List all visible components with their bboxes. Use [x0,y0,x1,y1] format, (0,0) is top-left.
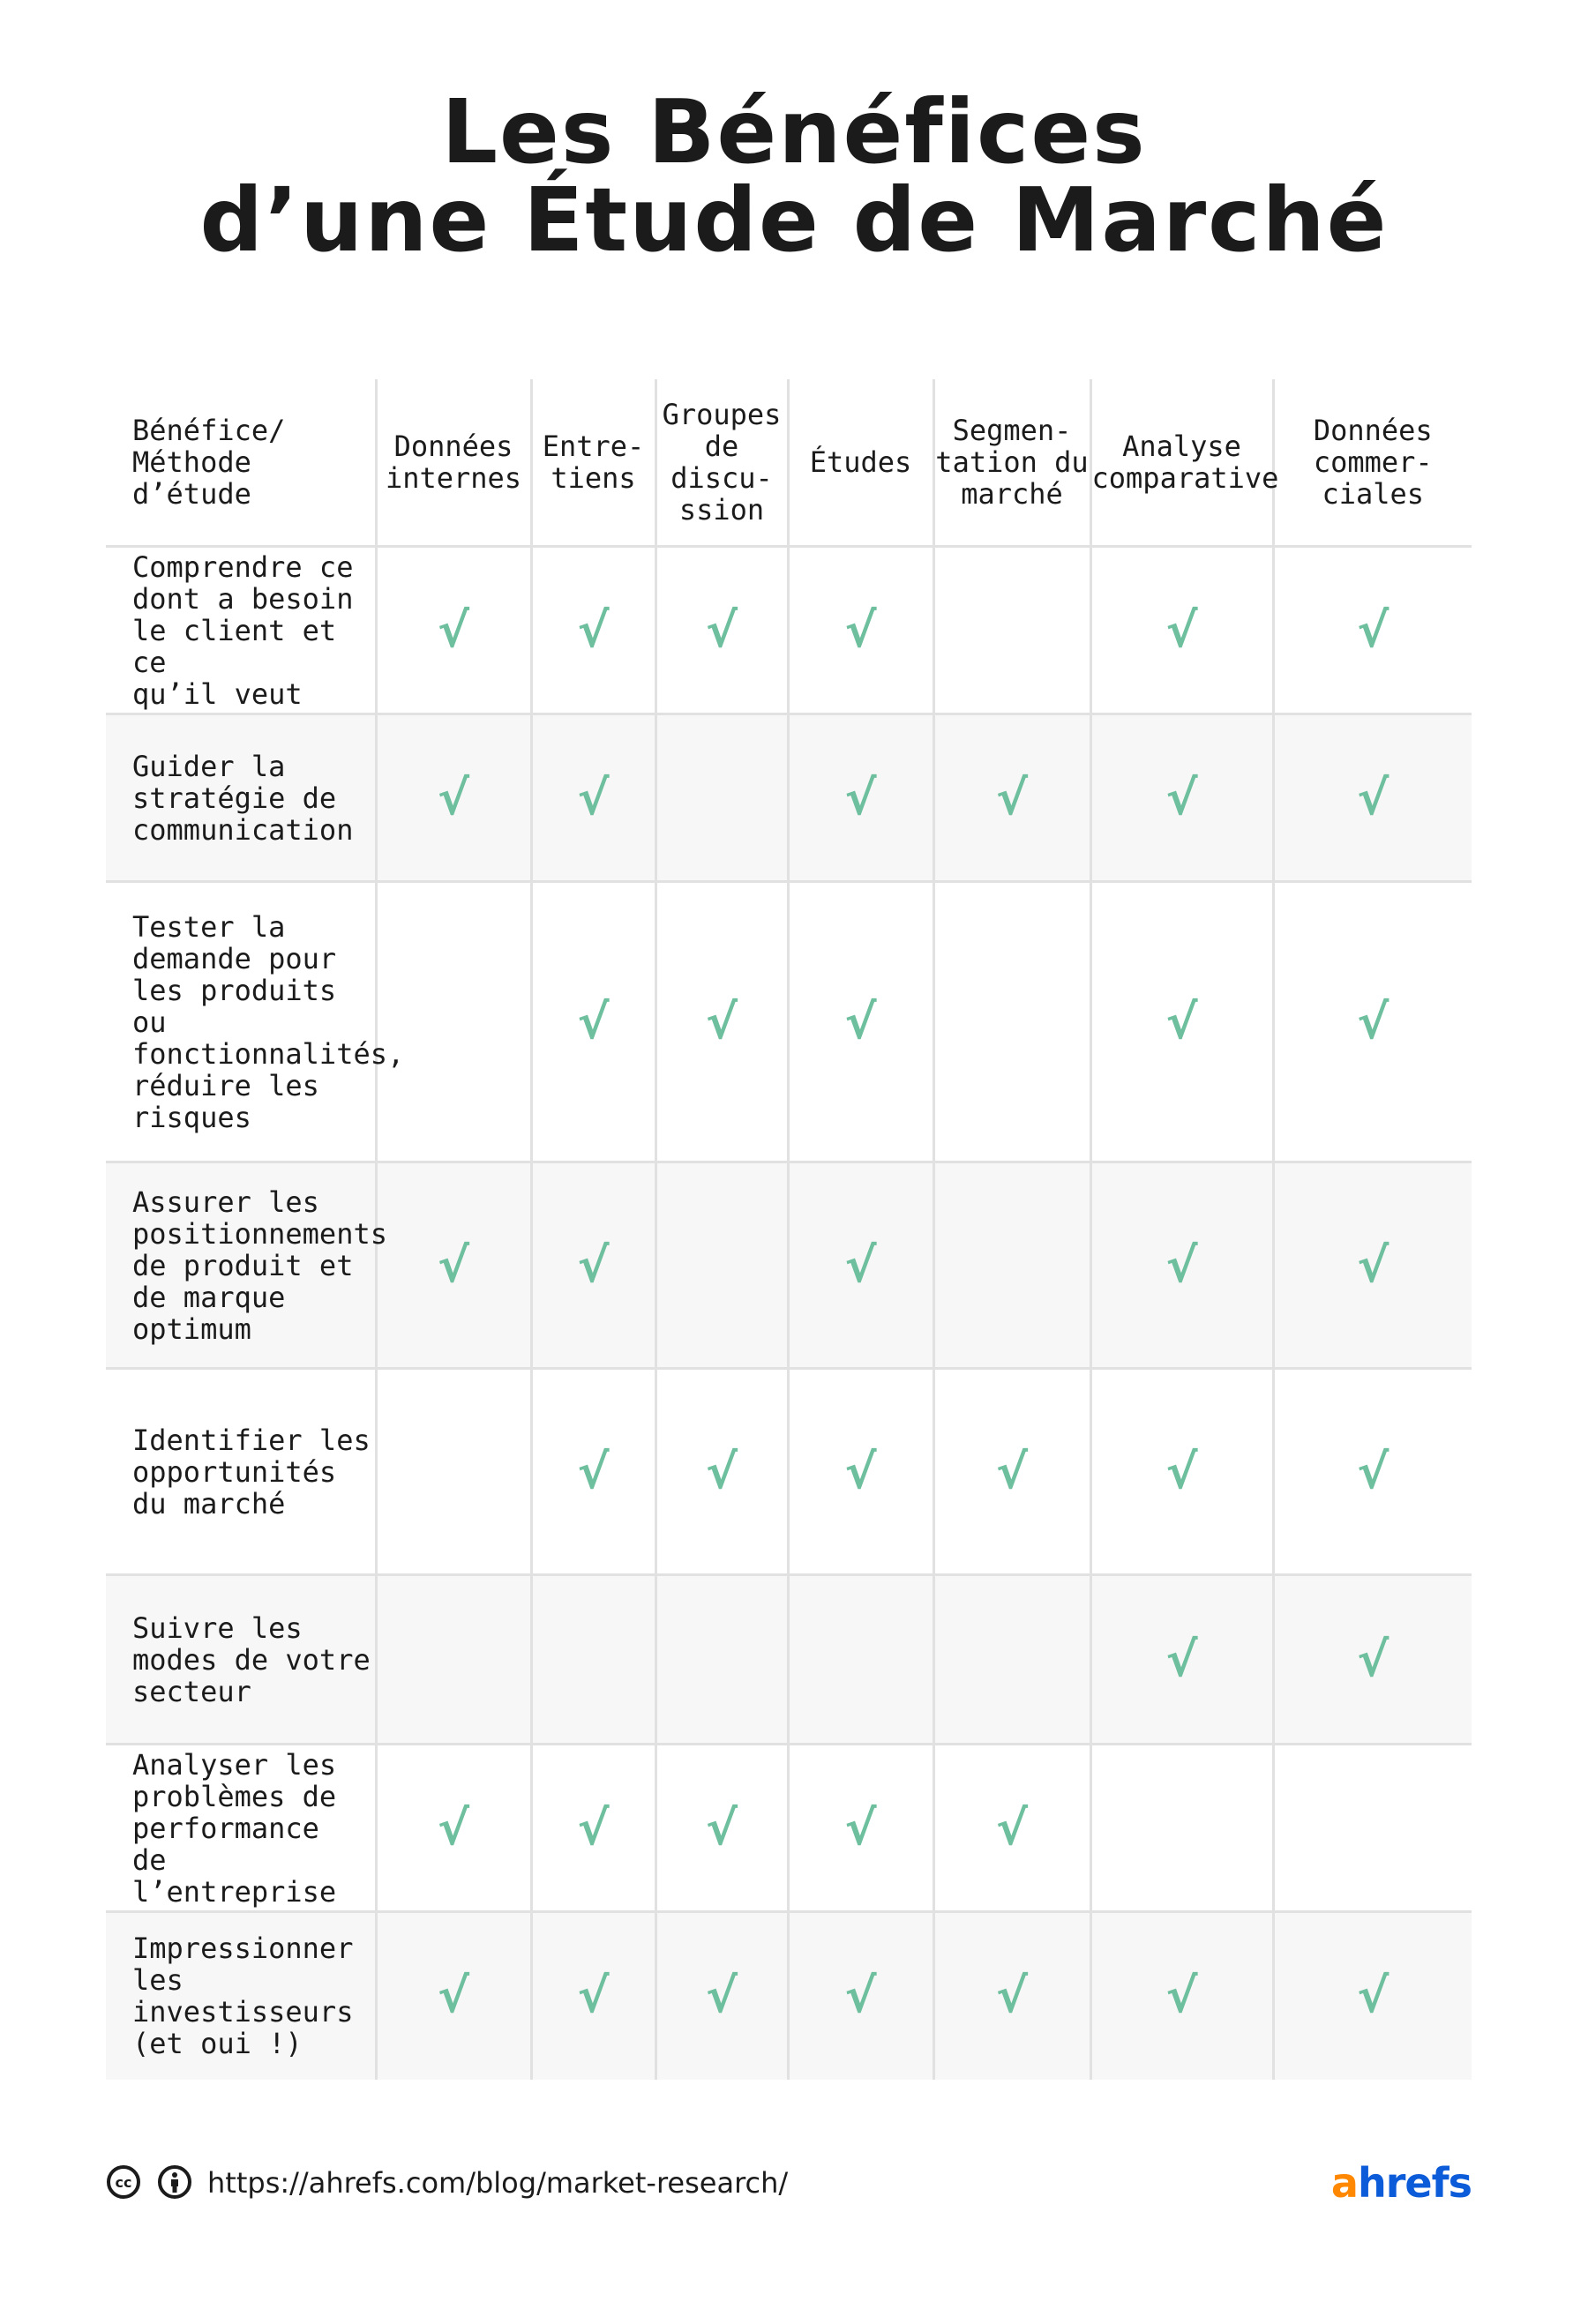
check-icon: √ [844,769,877,826]
header-donnees-commerciales: Données commer- ciales [1273,379,1472,547]
cell-method-7 [1273,882,1472,1162]
row-benefit-label: Identifier les opportunités du marché [106,1369,376,1575]
check-icon: √ [577,602,610,658]
cell-method-7 [1273,1369,1472,1575]
cell-method-1 [376,1162,531,1369]
cell-method-2 [531,1162,655,1369]
check-icon: √ [844,1799,877,1856]
table-row [106,1162,1472,1369]
cell-method-4 [788,882,933,1162]
table-row [106,547,1472,714]
row-benefit-label: Guider la stratégie de communication [106,714,376,882]
cell-method-3 [655,1369,788,1575]
cell-method-3 [655,1162,788,1369]
check-icon: √ [705,602,738,658]
cell-method-2 [531,1369,655,1575]
attribution-icon [157,2164,192,2203]
license-icons [106,2164,199,2201]
table-row [106,1912,1472,2080]
cell-method-7 [1273,1745,1472,1912]
cell-method-2 [531,1745,655,1912]
cell-method-1 [376,547,531,714]
check-icon: √ [1357,1443,1390,1499]
table-row [106,1575,1472,1745]
cell-method-1 [376,1369,531,1575]
cell-method-7 [1273,1575,1472,1745]
cell-method-2 [531,882,655,1162]
header-segmentation: Segmen- tation du marché [933,379,1090,547]
check-icon: √ [577,769,610,826]
check-icon: √ [1357,1631,1390,1687]
cell-method-1 [376,714,531,882]
cell-method-7 [1273,1162,1472,1369]
cell-method-1 [376,1745,531,1912]
check-icon: √ [577,993,610,1050]
cell-method-2 [531,547,655,714]
check-icon: √ [995,769,1029,826]
header-groupes-discussion: Groupes de discu- ssion [655,379,788,547]
cell-method-6 [1090,882,1273,1162]
check-icon: √ [1165,1968,1198,2024]
cell-method-3 [655,1912,788,2080]
cell-method-5 [933,547,1090,714]
header-analyse-comparative: Analyse comparative [1090,379,1273,547]
table-row [106,882,1472,1162]
cell-method-5 [933,1575,1090,1745]
check-icon: √ [1357,993,1390,1050]
cell-method-3 [655,1745,788,1912]
header-row [106,379,1472,547]
cell-method-4 [788,1575,933,1745]
cell-method-5 [933,1912,1090,2080]
check-icon: √ [844,602,877,658]
logo-rest: hrefs [1357,2159,1472,2207]
check-icon: √ [1165,602,1198,658]
row-benefit-label: Suivre les modes de votre secteur [106,1575,376,1745]
check-icon: √ [995,1968,1029,2024]
cell-method-2 [531,714,655,882]
header-entretiens: Entre- tiens [531,379,655,547]
check-icon: √ [437,1237,470,1293]
row-benefit-label: Comprendre ce dont a besoin le client et ce qu’il veut [106,547,376,714]
row-benefit-label: Assurer les positionnements de produit et de marque optimum [106,1162,376,1369]
cc-icon [106,2164,141,2203]
page-title [0,80,1588,272]
cell-method-3 [655,882,788,1162]
header-donnees-internes: Données internes [376,379,531,547]
cell-method-3 [655,547,788,714]
check-icon: √ [705,1799,738,1856]
row-benefit-label: Tester la demande pour les produits ou fonctionnalités, réduire les risques [106,882,376,1162]
cell-method-6 [1090,714,1273,882]
check-icon: √ [844,1443,877,1499]
check-icon: √ [844,1237,877,1293]
cell-method-4 [788,1912,933,2080]
source-url[interactable]: https://ahrefs.com/blog/market-research/ [207,2166,789,2200]
cell-method-5 [933,1369,1090,1575]
check-icon: √ [1357,1968,1390,2024]
cell-method-6 [1090,1745,1273,1912]
cell-method-6 [1090,1575,1273,1745]
check-icon: √ [995,1799,1029,1856]
check-icon: √ [705,1968,738,2024]
cell-method-6 [1090,1162,1273,1369]
check-icon: √ [995,1443,1029,1499]
cell-method-1 [376,1912,531,2080]
check-icon: √ [844,993,877,1050]
check-icon: √ [437,1968,470,2024]
cell-method-4 [788,1745,933,1912]
header-etudes: Études [788,379,933,547]
check-icon: √ [1165,993,1198,1050]
cell-method-7 [1273,547,1472,714]
svg-text:cc: cc [115,2174,132,2191]
cell-method-3 [655,1575,788,1745]
table-row [106,714,1472,882]
check-icon: √ [437,602,470,658]
row-benefit-label: Analyser les problèmes de performance de l’entreprise [106,1745,376,1912]
cell-method-5 [933,714,1090,882]
check-icon: √ [1165,1631,1198,1687]
benefits-table [106,379,1472,2080]
cell-method-5 [933,1745,1090,1912]
cell-method-4 [788,1369,933,1575]
check-icon: √ [437,769,470,826]
check-icon: √ [1165,769,1198,826]
check-icon: √ [437,1799,470,1856]
check-icon: √ [705,1443,738,1499]
check-icon: √ [1165,1237,1198,1293]
cell-method-5 [933,882,1090,1162]
cell-method-7 [1273,714,1472,882]
check-icon: √ [577,1968,610,2024]
header-benefit-method: Bénéfice/ Méthode d’étude [106,379,376,547]
title-line-1: Les Bénéfices [441,80,1147,183]
check-icon: √ [705,993,738,1050]
cell-method-4 [788,714,933,882]
table-row [106,1369,1472,1575]
check-icon: √ [1357,769,1390,826]
title-line-2: d’une Étude de Marché [199,168,1389,272]
cell-method-1 [376,882,531,1162]
check-icon: √ [577,1443,610,1499]
cell-method-7 [1273,1912,1472,2080]
row-benefit-label: Impressionner les investisseurs (et oui !) [106,1912,376,2080]
cell-method-6 [1090,547,1273,714]
footer [106,2161,1472,2205]
logo-first-letter: a [1330,2159,1358,2207]
cell-method-2 [531,1575,655,1745]
ahrefs-logo[interactable] [1331,2161,1472,2205]
cell-method-1 [376,1575,531,1745]
cell-method-2 [531,1912,655,2080]
cell-method-6 [1090,1369,1273,1575]
check-icon: √ [1357,602,1390,658]
cell-method-5 [933,1162,1090,1369]
check-icon: √ [1357,1237,1390,1293]
check-icon: √ [577,1237,610,1293]
table-row [106,1745,1472,1912]
cell-method-6 [1090,1912,1273,2080]
cell-method-3 [655,714,788,882]
cell-method-4 [788,1162,933,1369]
check-icon: √ [844,1968,877,2024]
check-icon: √ [1165,1443,1198,1499]
check-icon: √ [577,1799,610,1856]
cell-method-4 [788,547,933,714]
